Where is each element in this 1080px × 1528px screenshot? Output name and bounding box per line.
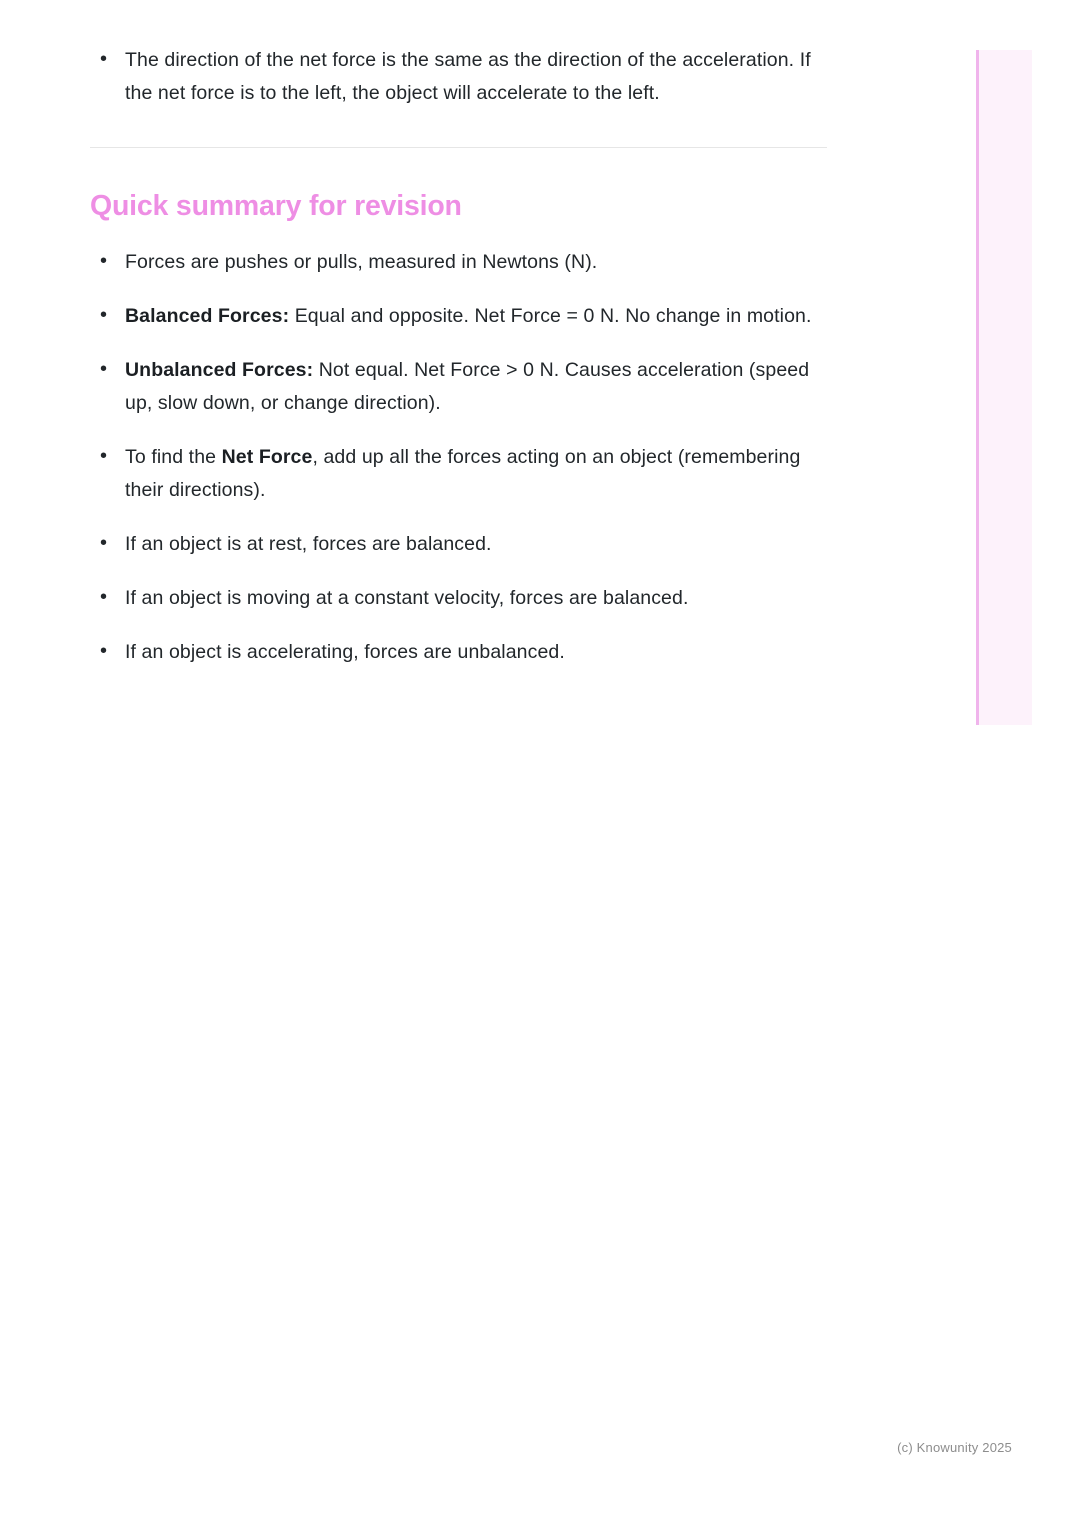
- list-item: [90, 300, 835, 333]
- list-item: [90, 636, 835, 669]
- list-item-text: Forces are pushes or pulls, measured in Newtons (N).: [125, 251, 598, 273]
- list-item: [90, 441, 835, 507]
- list-item-emphasis: Net Force: [221, 446, 313, 468]
- list-item-text: If an object is moving at a constant velocity, forces are balanced.: [125, 587, 689, 609]
- list-item-text: Not equal. Net Force > 0 N. Causes acceleration (speed up, slow down, or change direction).: [125, 359, 810, 414]
- footer-copyright: (c) Knowunity 2025: [897, 1440, 1012, 1455]
- list-item-emphasis: Unbalanced Forces:: [125, 359, 314, 381]
- list-item-text: Equal and opposite. Net Force = 0 N. No change in motion.: [289, 305, 812, 327]
- document-content: [90, 44, 835, 669]
- page-side-accent-bar: [976, 50, 1032, 725]
- page-title: Quick summary for revision: [90, 190, 462, 222]
- intro-bullet-list: [90, 44, 835, 110]
- list-item: [90, 582, 835, 615]
- list-item: [90, 354, 835, 420]
- list-item-text: If an object is accelerating, forces are unbalanced.: [125, 641, 565, 663]
- list-item-text: The direction of the net force is the same as the direction of the acceleration. If the net force is to the left, the object will accelerate to the left.: [125, 49, 811, 104]
- list-item-emphasis: Balanced Forces:: [125, 305, 290, 327]
- list-item: [90, 528, 835, 561]
- summary-bullet-list: [90, 246, 835, 669]
- list-item: [90, 246, 835, 279]
- list-item: [90, 44, 835, 110]
- section-divider: [90, 147, 827, 148]
- list-item-text: To find the: [125, 446, 222, 468]
- list-item-text: , add up all the forces acting on an object (remembering their directions).: [125, 446, 801, 501]
- list-item-text: If an object is at rest, forces are balanced.: [125, 533, 492, 555]
